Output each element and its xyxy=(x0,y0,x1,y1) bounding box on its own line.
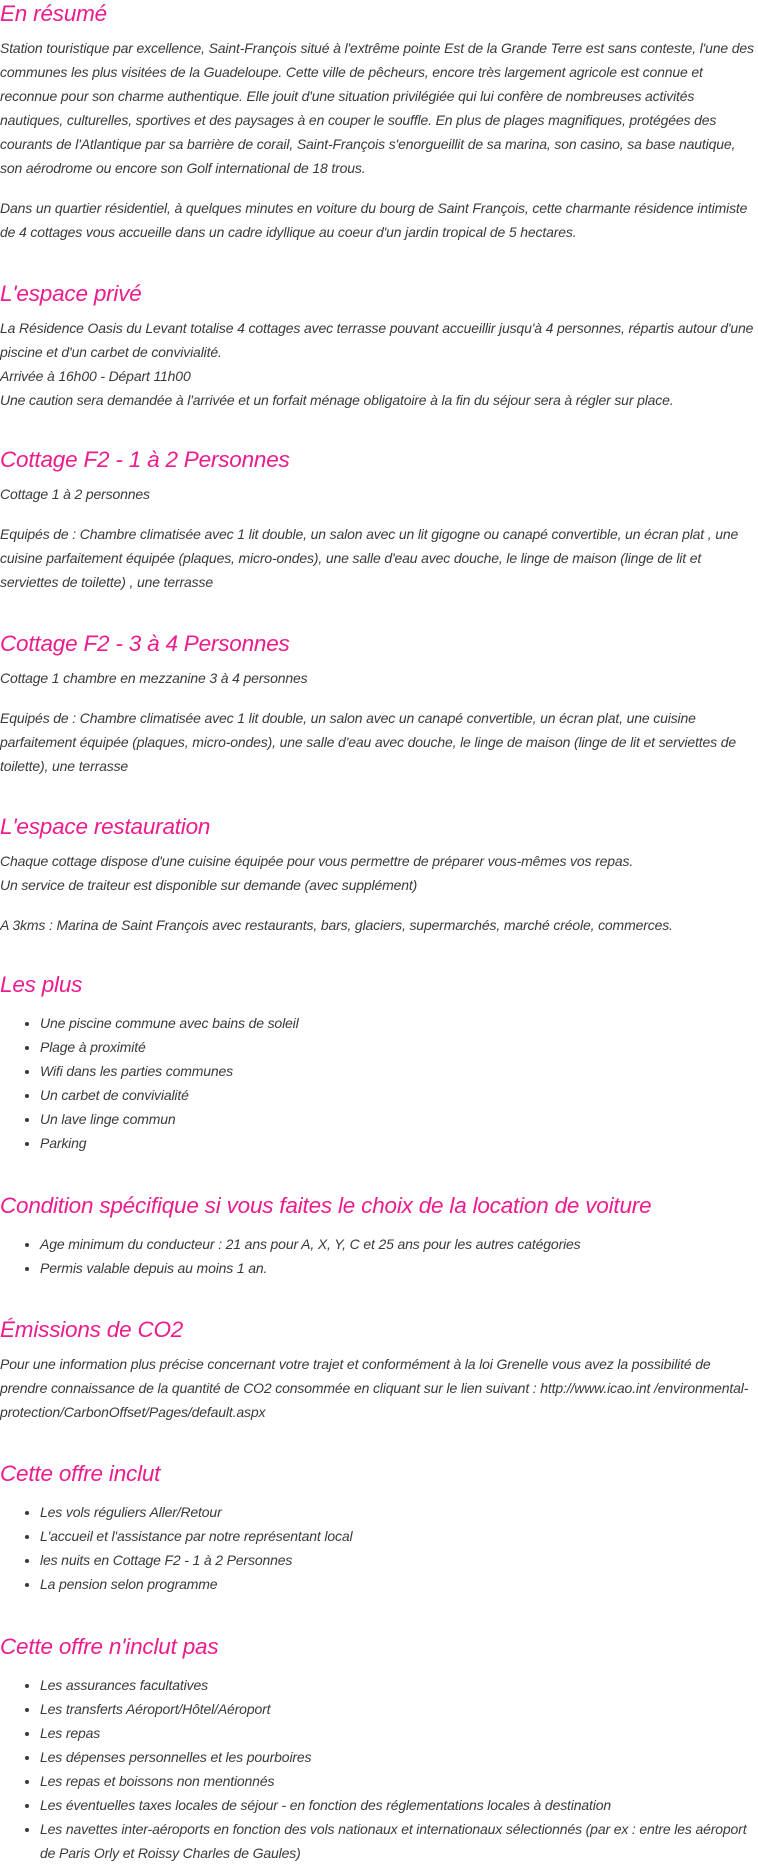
section-offre-ninclut-pas xyxy=(0,1633,758,1865)
section-title-emissions-co2: Émissions de CO2 xyxy=(0,1317,184,1342)
list-item: • Un lave linge commun xyxy=(40,1107,758,1131)
list-item: • L'accueil et l'assistance par notre représentant local xyxy=(40,1524,758,1548)
section-title-offre-inclut: Cette offre inclut xyxy=(0,1461,161,1486)
espace-prive-line-2: Arrivée à 16h00 - Départ 11h00 xyxy=(0,368,191,384)
section-title-les-plus: Les plus xyxy=(0,972,83,997)
section-title-restauration: L'espace restauration xyxy=(0,814,211,839)
cottage-3-4-subtitle: Cottage 1 chambre en mezzanine 3 à 4 personnes xyxy=(0,670,308,686)
section-title-resume: En résumé xyxy=(0,1,107,26)
section-title-location-voiture: Condition spécifique si vous faites le choix de la location de voiture xyxy=(0,1193,652,1218)
restauration-line-1: Chaque cottage dispose d'une cuisine équipée pour vous permettre de préparer vous-mêmes vos repas. xyxy=(0,853,634,869)
section-cottage-1-2 xyxy=(0,446,758,594)
section-location-voiture xyxy=(0,1192,758,1280)
list-item: • Wifi dans les parties communes xyxy=(40,1059,758,1083)
section-title-cottage-1-2: Cottage F2 - 1 à 2 Personnes xyxy=(0,447,290,472)
restauration-line-3: A 3kms : Marina de Saint François avec restaurants, bars, glaciers, supermarchés, marché créole, commerces. xyxy=(0,917,673,933)
list-item: • Permis valable depuis au moins 1 an. xyxy=(40,1256,758,1280)
les-plus-list xyxy=(0,1011,758,1155)
offre-ninclut-pas-list xyxy=(0,1673,758,1865)
list-item: • Les vols réguliers Aller/Retour xyxy=(40,1500,758,1524)
offre-inclut-list xyxy=(0,1500,758,1596)
section-title-offre-ninclut-pas: Cette offre n'inclut pas xyxy=(0,1634,219,1659)
cottage-1-2-description: Equipés de : Chambre climatisée avec 1 lit double, un salon avec un lit gigogne ou canapé convertible, un écran plat , une cuisine parfaitement équipée (plaques, micro-ondes), une salle d'eau avec douche, le linge de maison (linge de lit et serviettes de toilette) , une terrasse xyxy=(0,526,739,590)
list-item: • Les navettes inter-aéroports en fonction des vols nationaux et internationaux sélectionnés (par ex : entre les aéroport de Paris Orly et Roissy Charles de Gaules) xyxy=(40,1817,758,1865)
restauration-line-2: Un service de traiteur est disponible sur demande (avec supplément) xyxy=(0,877,418,893)
section-cottage-3-4 xyxy=(0,630,758,778)
section-les-plus xyxy=(0,971,758,1155)
list-item: • Plage à proximité xyxy=(40,1035,758,1059)
list-item: • Les éventuelles taxes locales de séjour - en fonction des réglementations locales à destination xyxy=(40,1793,758,1817)
cottage-3-4-description: Equipés de : Chambre climatisée avec 1 lit double, un salon avec un canapé convertible, un écran plat, une cuisine parfaitement équipée (plaques, micro-ondes), une salle d'eau avec douche, le linge de maison (linge de lit et serviettes de toilette), une terrasse xyxy=(0,710,737,774)
resume-paragraph-2: Dans un quartier résidentiel, à quelques minutes en voiture du bourg de Saint François, cette charmante résidence intimiste de 4 cottages vous accueille dans un cadre idyllique au coeur d'un jardin tropical de 5 hectares. xyxy=(0,200,748,240)
espace-prive-line-3: Une caution sera demandée à l'arrivée et un forfait ménage obligatoire à la fin du séjour sera à régler sur place. xyxy=(0,392,674,408)
section-espace-prive xyxy=(0,280,758,412)
list-item: • Un carbet de convivialité xyxy=(40,1083,758,1107)
list-item: • Les repas et boissons non mentionnés xyxy=(40,1769,758,1793)
section-title-espace-prive: L'espace privé xyxy=(0,281,142,306)
list-item: • Age minimum du conducteur : 21 ans pour A, X, Y, C et 25 ans pour les autres catégories xyxy=(40,1232,758,1256)
list-item: • Les repas xyxy=(40,1721,758,1745)
section-restauration xyxy=(0,813,758,937)
espace-prive-text xyxy=(0,316,758,412)
section-emissions-co2 xyxy=(0,1316,758,1424)
location-voiture-list xyxy=(0,1232,758,1280)
emissions-co2-text: Pour une information plus précise concernant votre trajet et conformément à la loi Grenelle vous avez la possibilité de prendre connaissance de la quantité de CO2 consommée en cliquant sur le lien suivant : http://www.icao.int /environmental-protection/CarbonOffset/Pages/default.aspx xyxy=(0,1356,749,1420)
list-item: • Les dépenses personnelles et les pourboires xyxy=(40,1745,758,1769)
section-title-cottage-3-4: Cottage F2 - 3 à 4 Personnes xyxy=(0,631,290,656)
section-resume xyxy=(0,0,758,244)
list-item: • les nuits en Cottage F2 - 1 à 2 Personnes xyxy=(40,1548,758,1572)
restauration-text xyxy=(0,849,758,897)
espace-prive-line-1: La Résidence Oasis du Levant totalise 4 cottages avec terrasse pouvant accueillir jusqu'à 4 personnes, répartis autour d'une piscine et d'un carbet de convivialité. xyxy=(0,320,754,360)
section-offre-inclut xyxy=(0,1460,758,1596)
list-item: • Parking xyxy=(40,1131,758,1155)
list-item: • Les transferts Aéroport/Hôtel/Aéroport xyxy=(40,1697,758,1721)
cottage-1-2-subtitle: Cottage 1 à 2 personnes xyxy=(0,486,150,502)
resume-paragraph-1: Station touristique par excellence, Saint-François situé à l'extrême pointe Est de la Grande Terre est sans conteste, l'une des communes les plus visitées de la Guadeloupe. Cette ville de pêcheurs, encore très largement agricole est connue et reconnue pour son charme authentique. Elle jouit d'une situation privilégiée qui lui confère de nombreuses activités nautiques, culturelles, sportives et des paysages à en couper le souffle. En plus de plages magnifiques, protégées des courants de l'Atlantique par sa barrière de corail, Saint-François s'enorgueillit de sa marina, son casino, sa base nautique, son aérodrome ou encore son Golf international de 18 trous. xyxy=(0,40,754,176)
list-item: • Les assurances facultatives xyxy=(40,1673,758,1697)
list-item: • La pension selon programme xyxy=(40,1572,758,1596)
list-item: • Une piscine commune avec bains de soleil xyxy=(40,1011,758,1035)
